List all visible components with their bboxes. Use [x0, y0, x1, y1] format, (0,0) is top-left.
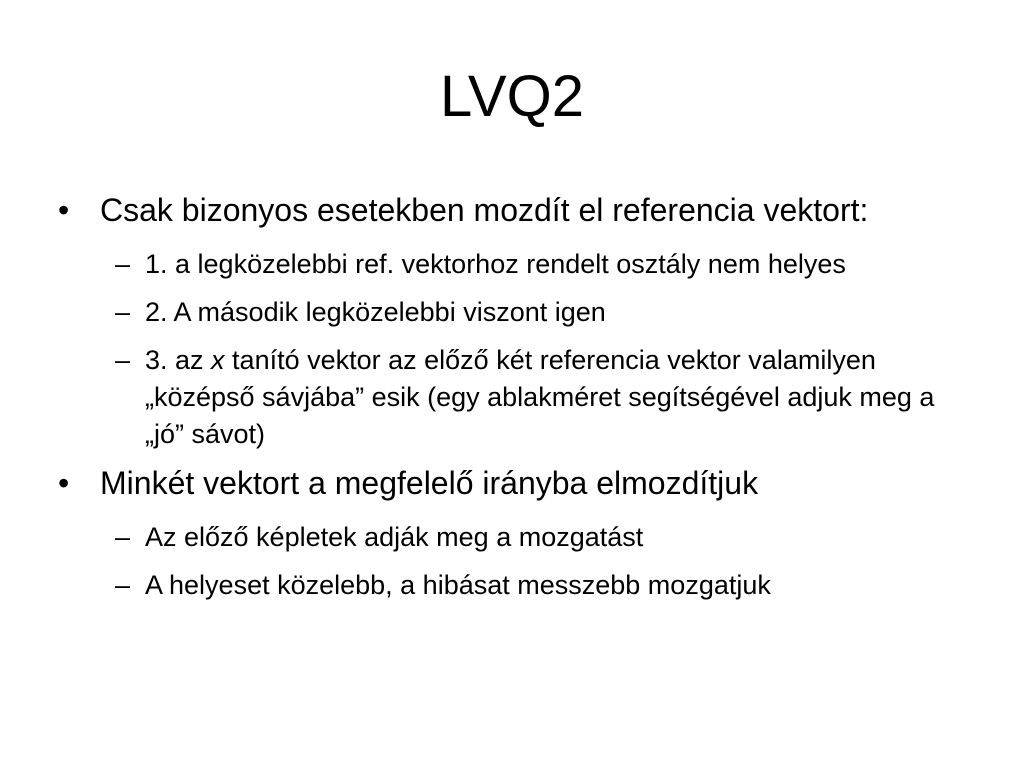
subitem-1-2 [0, 294, 1024, 331]
bullet-2-text: Minkét vektort a megfelelő irányba elmozdítjuk [100, 465, 759, 501]
subitem-1-3-italic-x: x [211, 345, 225, 375]
subitem-1-1-text: 1. a legközelebbi ref. vektorhoz rendelt osztály nem helyes [145, 249, 846, 279]
subitem-2-1-text: Az előző képletek adják meg a mozgatást [145, 522, 644, 552]
subitem-2-2 [0, 567, 1024, 604]
sub-marker: – [115, 345, 131, 375]
sub-marker: – [115, 570, 131, 600]
bullet-marker: • [58, 465, 70, 501]
subitem-2-2-text: A helyeset közelebb, a hibásat messzebb mozgatjuk [145, 570, 771, 600]
bullet-1-text: Csak bizonyos esetekben mozdít el referencia vektort: [100, 192, 869, 228]
subitem-1-3-prefix: 3. az [145, 345, 212, 375]
bullet-1 [0, 188, 1024, 232]
subitem-1-3 [0, 342, 1024, 453]
sub-marker: – [115, 249, 131, 279]
subitem-1-3-text [145, 345, 934, 449]
subitem-1-1 [0, 246, 1024, 283]
subitem-2-1 [0, 519, 1024, 556]
bullet-marker: • [58, 192, 70, 228]
slide-title: LVQ2 [439, 64, 584, 129]
sub-marker: – [115, 522, 131, 552]
slide-content [0, 188, 1024, 604]
sub-marker: – [115, 297, 131, 327]
subitem-1-2-text: 2. A második legközelebbi viszont igen [145, 297, 606, 327]
bullet-2 [0, 461, 1024, 505]
subitem-1-3-suffix: tanító vektor az előző két referencia vektor valamilyen „középső sávjába” esik (egy ablakméret segítségével adjuk meg a „jó” sávot) [145, 345, 935, 449]
